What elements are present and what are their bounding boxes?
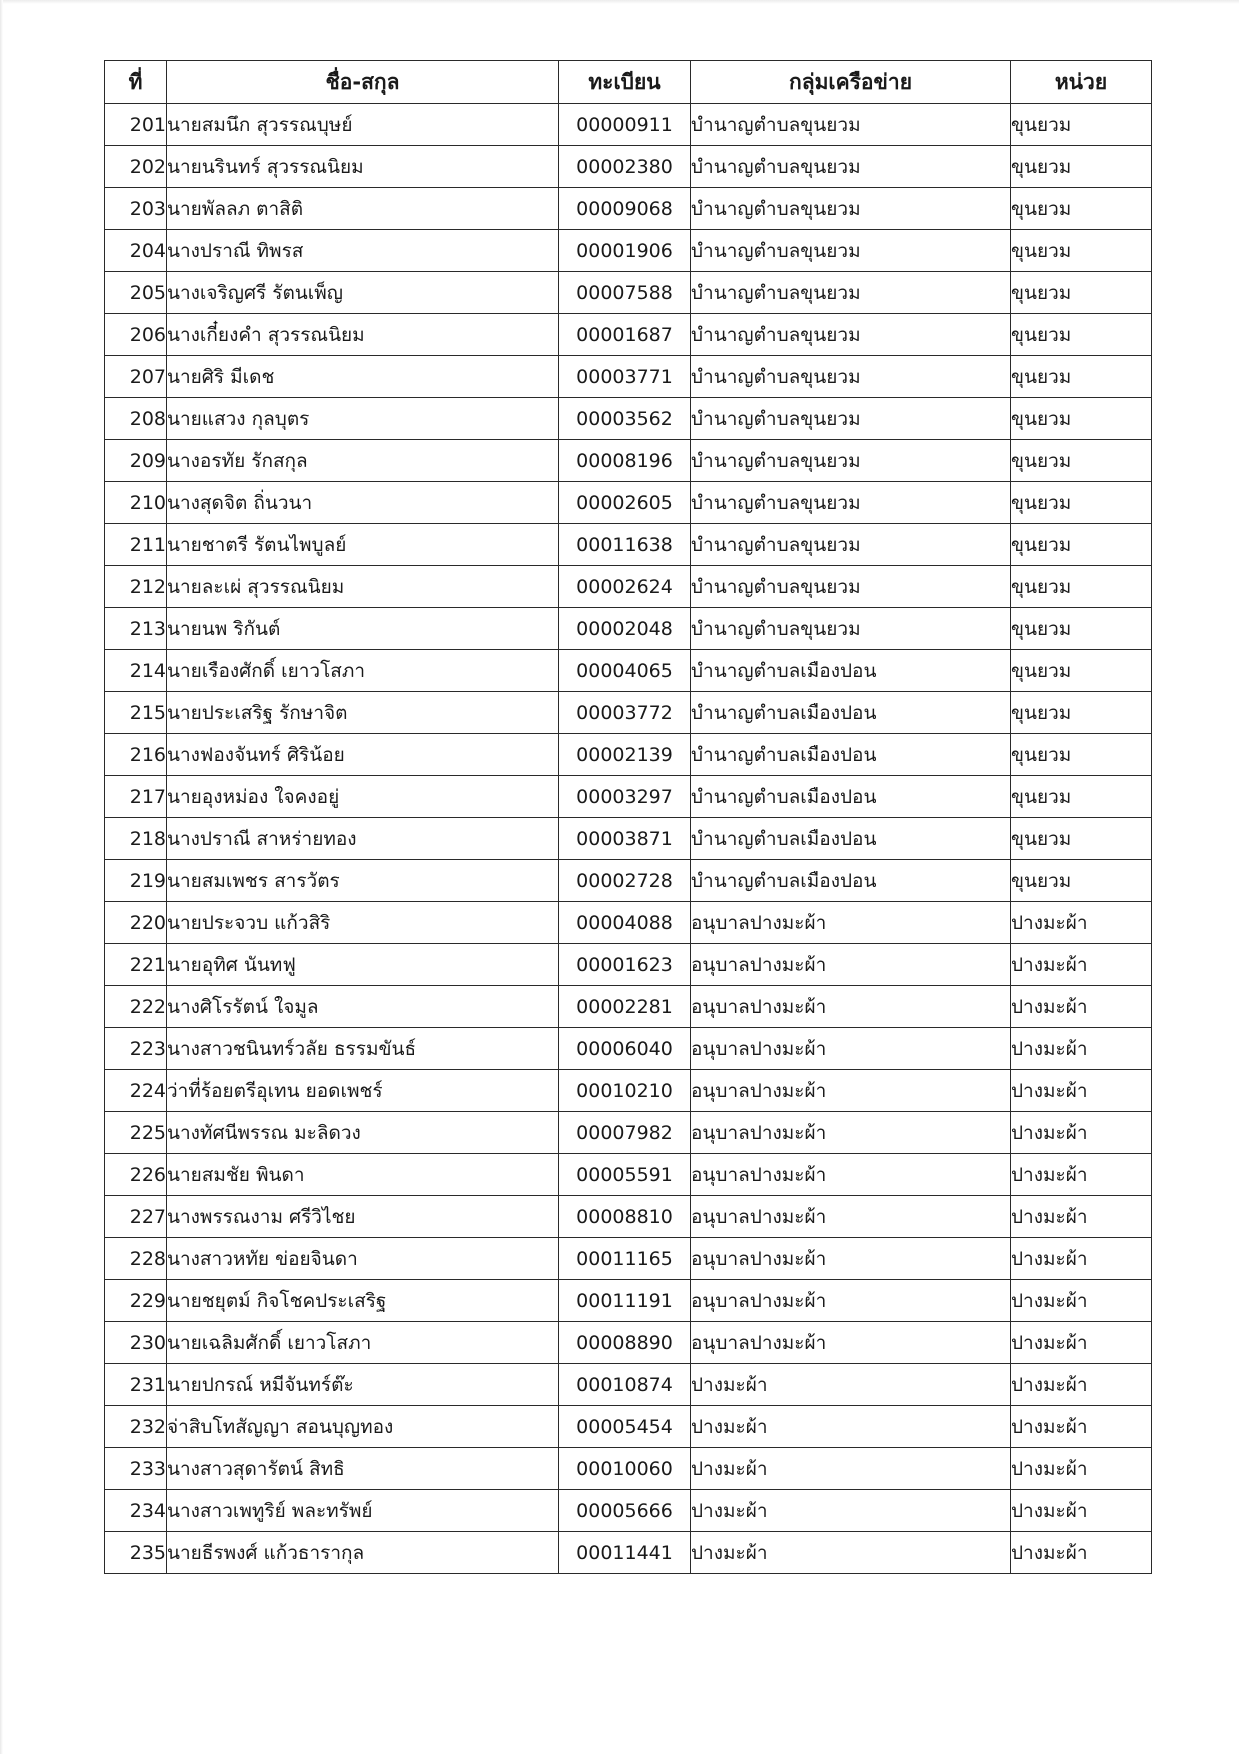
member-name: นางทัศนีพรรณ มะลิดวง <box>167 1112 559 1154</box>
registration-number: 00008890 <box>559 1322 691 1364</box>
row-number: 229 <box>105 1280 167 1322</box>
registration-number: 00010060 <box>559 1448 691 1490</box>
registration-number: 00004088 <box>559 902 691 944</box>
unit: ขุนยวม <box>1011 440 1152 482</box>
table-row <box>105 1532 1152 1574</box>
header-unit: หน่วย <box>1011 61 1152 104</box>
member-name: นางเจริญศรี รัตนเพ็ญ <box>167 272 559 314</box>
header-number: ที่ <box>105 61 167 104</box>
registration-number: 00004065 <box>559 650 691 692</box>
unit: ขุนยวม <box>1011 860 1152 902</box>
registration-number: 00003297 <box>559 776 691 818</box>
unit: ขุนยวม <box>1011 146 1152 188</box>
unit: ปางมะผ้า <box>1011 1196 1152 1238</box>
row-number: 216 <box>105 734 167 776</box>
unit: ปางมะผ้า <box>1011 1532 1152 1574</box>
network-group: อนุบาลปางมะผ้า <box>691 1070 1011 1112</box>
unit: ขุนยวม <box>1011 566 1152 608</box>
table-row <box>105 482 1152 524</box>
table-row <box>105 356 1152 398</box>
table-row <box>105 104 1152 146</box>
row-number: 225 <box>105 1112 167 1154</box>
row-number: 231 <box>105 1364 167 1406</box>
unit: ปางมะผ้า <box>1011 1028 1152 1070</box>
unit: ขุนยวม <box>1011 692 1152 734</box>
member-name: นายธีรพงศ์ แก้วธารากุล <box>167 1532 559 1574</box>
network-group: บำนาญตำบลเมืองปอน <box>691 776 1011 818</box>
member-name: นายประเสริฐ รักษาจิต <box>167 692 559 734</box>
unit: ขุนยวม <box>1011 230 1152 272</box>
unit: ปางมะผ้า <box>1011 1322 1152 1364</box>
table-row <box>105 692 1152 734</box>
unit: ปางมะผ้า <box>1011 1280 1152 1322</box>
member-name: นายประจวบ แก้วสิริ <box>167 902 559 944</box>
registration-number: 00003772 <box>559 692 691 734</box>
header-registration: ทะเบียน <box>559 61 691 104</box>
row-number: 219 <box>105 860 167 902</box>
row-number: 211 <box>105 524 167 566</box>
unit: ขุนยวม <box>1011 818 1152 860</box>
table-body <box>105 104 1152 1574</box>
table-row <box>105 818 1152 860</box>
unit: ปางมะผ้า <box>1011 1112 1152 1154</box>
network-group: บำนาญตำบลขุนยวม <box>691 146 1011 188</box>
registration-number: 00002728 <box>559 860 691 902</box>
registration-number: 00005591 <box>559 1154 691 1196</box>
row-number: 201 <box>105 104 167 146</box>
network-group: บำนาญตำบลขุนยวม <box>691 272 1011 314</box>
row-number: 217 <box>105 776 167 818</box>
member-name: นางสุดจิต ถิ่นวนา <box>167 482 559 524</box>
unit: ปางมะผ้า <box>1011 1364 1152 1406</box>
network-group: บำนาญตำบลขุนยวม <box>691 188 1011 230</box>
row-number: 214 <box>105 650 167 692</box>
network-group: บำนาญตำบลขุนยวม <box>691 440 1011 482</box>
registration-number: 00002281 <box>559 986 691 1028</box>
registration-number: 00002048 <box>559 608 691 650</box>
table-row <box>105 1364 1152 1406</box>
row-number: 228 <box>105 1238 167 1280</box>
table-row <box>105 1112 1152 1154</box>
network-group: บำนาญตำบลเมืองปอน <box>691 734 1011 776</box>
row-number: 224 <box>105 1070 167 1112</box>
unit: ขุนยวม <box>1011 776 1152 818</box>
network-group: อนุบาลปางมะผ้า <box>691 1280 1011 1322</box>
registration-number: 00008196 <box>559 440 691 482</box>
row-number: 203 <box>105 188 167 230</box>
table-row <box>105 650 1152 692</box>
member-name: นางสาวสุดารัตน์ สิทธิ <box>167 1448 559 1490</box>
table-row <box>105 608 1152 650</box>
table-row <box>105 860 1152 902</box>
registration-number: 00002380 <box>559 146 691 188</box>
member-name: นายสมชัย พินดา <box>167 1154 559 1196</box>
table-row <box>105 902 1152 944</box>
registration-number: 00008810 <box>559 1196 691 1238</box>
member-name: นางพรรณงาม ศรีวิไชย <box>167 1196 559 1238</box>
unit: ขุนยวม <box>1011 608 1152 650</box>
network-group: บำนาญตำบลขุนยวม <box>691 482 1011 524</box>
registration-number: 00001687 <box>559 314 691 356</box>
network-group: อนุบาลปางมะผ้า <box>691 1238 1011 1280</box>
network-group: ปางมะผ้า <box>691 1448 1011 1490</box>
unit: ปางมะผ้า <box>1011 944 1152 986</box>
member-name: นายอุทิศ นันทฟู <box>167 944 559 986</box>
table-row <box>105 1028 1152 1070</box>
member-name: นางสาวเพทูริย์ พละทรัพย์ <box>167 1490 559 1532</box>
unit: ขุนยวม <box>1011 314 1152 356</box>
registration-number: 00002139 <box>559 734 691 776</box>
registration-number: 00011165 <box>559 1238 691 1280</box>
unit: ปางมะผ้า <box>1011 1070 1152 1112</box>
row-number: 234 <box>105 1490 167 1532</box>
row-number: 205 <box>105 272 167 314</box>
registration-number: 00009068 <box>559 188 691 230</box>
network-group: อนุบาลปางมะผ้า <box>691 1322 1011 1364</box>
network-group: บำนาญตำบลขุนยวม <box>691 398 1011 440</box>
row-number: 233 <box>105 1448 167 1490</box>
row-number: 232 <box>105 1406 167 1448</box>
member-name: จ่าสิบโทสัญญา สอนบุญทอง <box>167 1406 559 1448</box>
registration-number: 00001906 <box>559 230 691 272</box>
header-name: ชื่อ-สกุล <box>167 61 559 104</box>
network-group: บำนาญตำบลขุนยวม <box>691 356 1011 398</box>
unit: ขุนยวม <box>1011 104 1152 146</box>
member-name: นายอุงหม่อง ใจคงอยู่ <box>167 776 559 818</box>
network-group: อนุบาลปางมะผ้า <box>691 1112 1011 1154</box>
unit: ปางมะผ้า <box>1011 1490 1152 1532</box>
table-row <box>105 734 1152 776</box>
registration-number: 00010874 <box>559 1364 691 1406</box>
network-group: ปางมะผ้า <box>691 1406 1011 1448</box>
unit: ขุนยวม <box>1011 482 1152 524</box>
unit: ปางมะผ้า <box>1011 1238 1152 1280</box>
row-number: 218 <box>105 818 167 860</box>
network-group: บำนาญตำบลขุนยวม <box>691 230 1011 272</box>
table-row <box>105 1238 1152 1280</box>
registration-number: 00011638 <box>559 524 691 566</box>
registration-number: 00003562 <box>559 398 691 440</box>
row-number: 227 <box>105 1196 167 1238</box>
member-name: นางปราณี สาหร่ายทอง <box>167 818 559 860</box>
network-group: บำนาญตำบลเมืองปอน <box>691 860 1011 902</box>
unit: ปางมะผ้า <box>1011 1448 1152 1490</box>
registration-number: 00007982 <box>559 1112 691 1154</box>
network-group: อนุบาลปางมะผ้า <box>691 902 1011 944</box>
network-group: อนุบาลปางมะผ้า <box>691 1028 1011 1070</box>
network-group: ปางมะผ้า <box>691 1364 1011 1406</box>
table-header <box>105 61 1152 104</box>
unit: ปางมะผ้า <box>1011 1406 1152 1448</box>
network-group: บำนาญตำบลขุนยวม <box>691 608 1011 650</box>
row-number: 209 <box>105 440 167 482</box>
network-group: บำนาญตำบลขุนยวม <box>691 104 1011 146</box>
member-name: นายนพ ริกันต์ <box>167 608 559 650</box>
member-name: นายเรืองศักดิ์ เยาวโสภา <box>167 650 559 692</box>
network-group: บำนาญตำบลเมืองปอน <box>691 818 1011 860</box>
network-group: อนุบาลปางมะผ้า <box>691 986 1011 1028</box>
registration-number: 00006040 <box>559 1028 691 1070</box>
table-row <box>105 230 1152 272</box>
unit: ขุนยวม <box>1011 650 1152 692</box>
member-name: นายชาตรี รัตนไพบูลย์ <box>167 524 559 566</box>
member-name: นางศิโรรัตน์ ใจมูล <box>167 986 559 1028</box>
row-number: 226 <box>105 1154 167 1196</box>
header-network-group: กลุ่มเครือข่าย <box>691 61 1011 104</box>
member-name: นายปกรณ์ หมีจันทร์ต๊ะ <box>167 1364 559 1406</box>
member-name: นายชยุตม์ กิจโชคประเสริฐ <box>167 1280 559 1322</box>
table-row <box>105 1280 1152 1322</box>
network-group: บำนาญตำบลขุนยวม <box>691 314 1011 356</box>
row-number: 212 <box>105 566 167 608</box>
table-row <box>105 440 1152 482</box>
network-group: บำนาญตำบลเมืองปอน <box>691 650 1011 692</box>
row-number: 215 <box>105 692 167 734</box>
member-name: นายเฉลิมศักดิ์ เยาวโสภา <box>167 1322 559 1364</box>
member-name: นางเกี๋ยงคำ สุวรรณนิยม <box>167 314 559 356</box>
member-name: นางฟองจันทร์ ศิริน้อย <box>167 734 559 776</box>
network-group: ปางมะผ้า <box>691 1490 1011 1532</box>
registration-number: 00003871 <box>559 818 691 860</box>
row-number: 213 <box>105 608 167 650</box>
network-group: อนุบาลปางมะผ้า <box>691 1154 1011 1196</box>
registration-number: 00003771 <box>559 356 691 398</box>
table-row <box>105 146 1152 188</box>
row-number: 202 <box>105 146 167 188</box>
table-row <box>105 188 1152 230</box>
table-row <box>105 1448 1152 1490</box>
network-group: บำนาญตำบลขุนยวม <box>691 566 1011 608</box>
member-roster-table <box>104 60 1152 1574</box>
unit: ขุนยวม <box>1011 398 1152 440</box>
scan-edge-left <box>0 0 3 1754</box>
row-number: 206 <box>105 314 167 356</box>
unit: ขุนยวม <box>1011 734 1152 776</box>
table-row <box>105 314 1152 356</box>
unit: ปางมะผ้า <box>1011 902 1152 944</box>
unit: ขุนยวม <box>1011 188 1152 230</box>
member-name: นายสมนึก สุวรรณบุษย์ <box>167 104 559 146</box>
table-row <box>105 1196 1152 1238</box>
table-row <box>105 986 1152 1028</box>
row-number: 208 <box>105 398 167 440</box>
registration-number: 00000911 <box>559 104 691 146</box>
table-row <box>105 1406 1152 1448</box>
row-number: 223 <box>105 1028 167 1070</box>
network-group: บำนาญตำบลเมืองปอน <box>691 692 1011 734</box>
registration-number: 00001623 <box>559 944 691 986</box>
table-row <box>105 1154 1152 1196</box>
table-row <box>105 776 1152 818</box>
member-name: นายละเผ่ สุวรรณนิยม <box>167 566 559 608</box>
row-number: 235 <box>105 1532 167 1574</box>
registration-number: 00005666 <box>559 1490 691 1532</box>
row-number: 221 <box>105 944 167 986</box>
network-group: ปางมะผ้า <box>691 1532 1011 1574</box>
header-row <box>105 61 1152 104</box>
member-name: นางสาวชนินทร์วลัย ธรรมขันธ์ <box>167 1028 559 1070</box>
row-number: 207 <box>105 356 167 398</box>
row-number: 230 <box>105 1322 167 1364</box>
member-name: นางอรทัย รักสกุล <box>167 440 559 482</box>
table-row <box>105 272 1152 314</box>
row-number: 222 <box>105 986 167 1028</box>
table-row <box>105 944 1152 986</box>
member-name: นางปราณี ทิพรส <box>167 230 559 272</box>
member-name: นายพัลลภ ตาสิติ <box>167 188 559 230</box>
table-row <box>105 1490 1152 1532</box>
unit: ขุนยวม <box>1011 272 1152 314</box>
member-name: นางสาวหทัย ข่อยจินดา <box>167 1238 559 1280</box>
registration-number: 00010210 <box>559 1070 691 1112</box>
registration-number: 00011441 <box>559 1532 691 1574</box>
registration-number: 00002624 <box>559 566 691 608</box>
table-row <box>105 1322 1152 1364</box>
table-row <box>105 566 1152 608</box>
member-name: ว่าที่ร้อยตรีอุเทน ยอดเพชร์ <box>167 1070 559 1112</box>
member-name: นายแสวง กุลบุตร <box>167 398 559 440</box>
member-name: นายนรินทร์ สุวรรณนิยม <box>167 146 559 188</box>
registration-number: 00007588 <box>559 272 691 314</box>
unit: ขุนยวม <box>1011 356 1152 398</box>
unit: ปางมะผ้า <box>1011 1154 1152 1196</box>
row-number: 220 <box>105 902 167 944</box>
table-row <box>105 398 1152 440</box>
network-group: บำนาญตำบลขุนยวม <box>691 524 1011 566</box>
scan-edge-top <box>0 0 1239 4</box>
row-number: 210 <box>105 482 167 524</box>
member-name: นายศิริ มีเดช <box>167 356 559 398</box>
row-number: 204 <box>105 230 167 272</box>
table-row <box>105 1070 1152 1112</box>
registration-number: 00011191 <box>559 1280 691 1322</box>
member-name: นายสมเพชร สารวัตร <box>167 860 559 902</box>
network-group: อนุบาลปางมะผ้า <box>691 1196 1011 1238</box>
registration-number: 00005454 <box>559 1406 691 1448</box>
table-row <box>105 524 1152 566</box>
registration-number: 00002605 <box>559 482 691 524</box>
unit: ปางมะผ้า <box>1011 986 1152 1028</box>
network-group: อนุบาลปางมะผ้า <box>691 944 1011 986</box>
unit: ขุนยวม <box>1011 524 1152 566</box>
